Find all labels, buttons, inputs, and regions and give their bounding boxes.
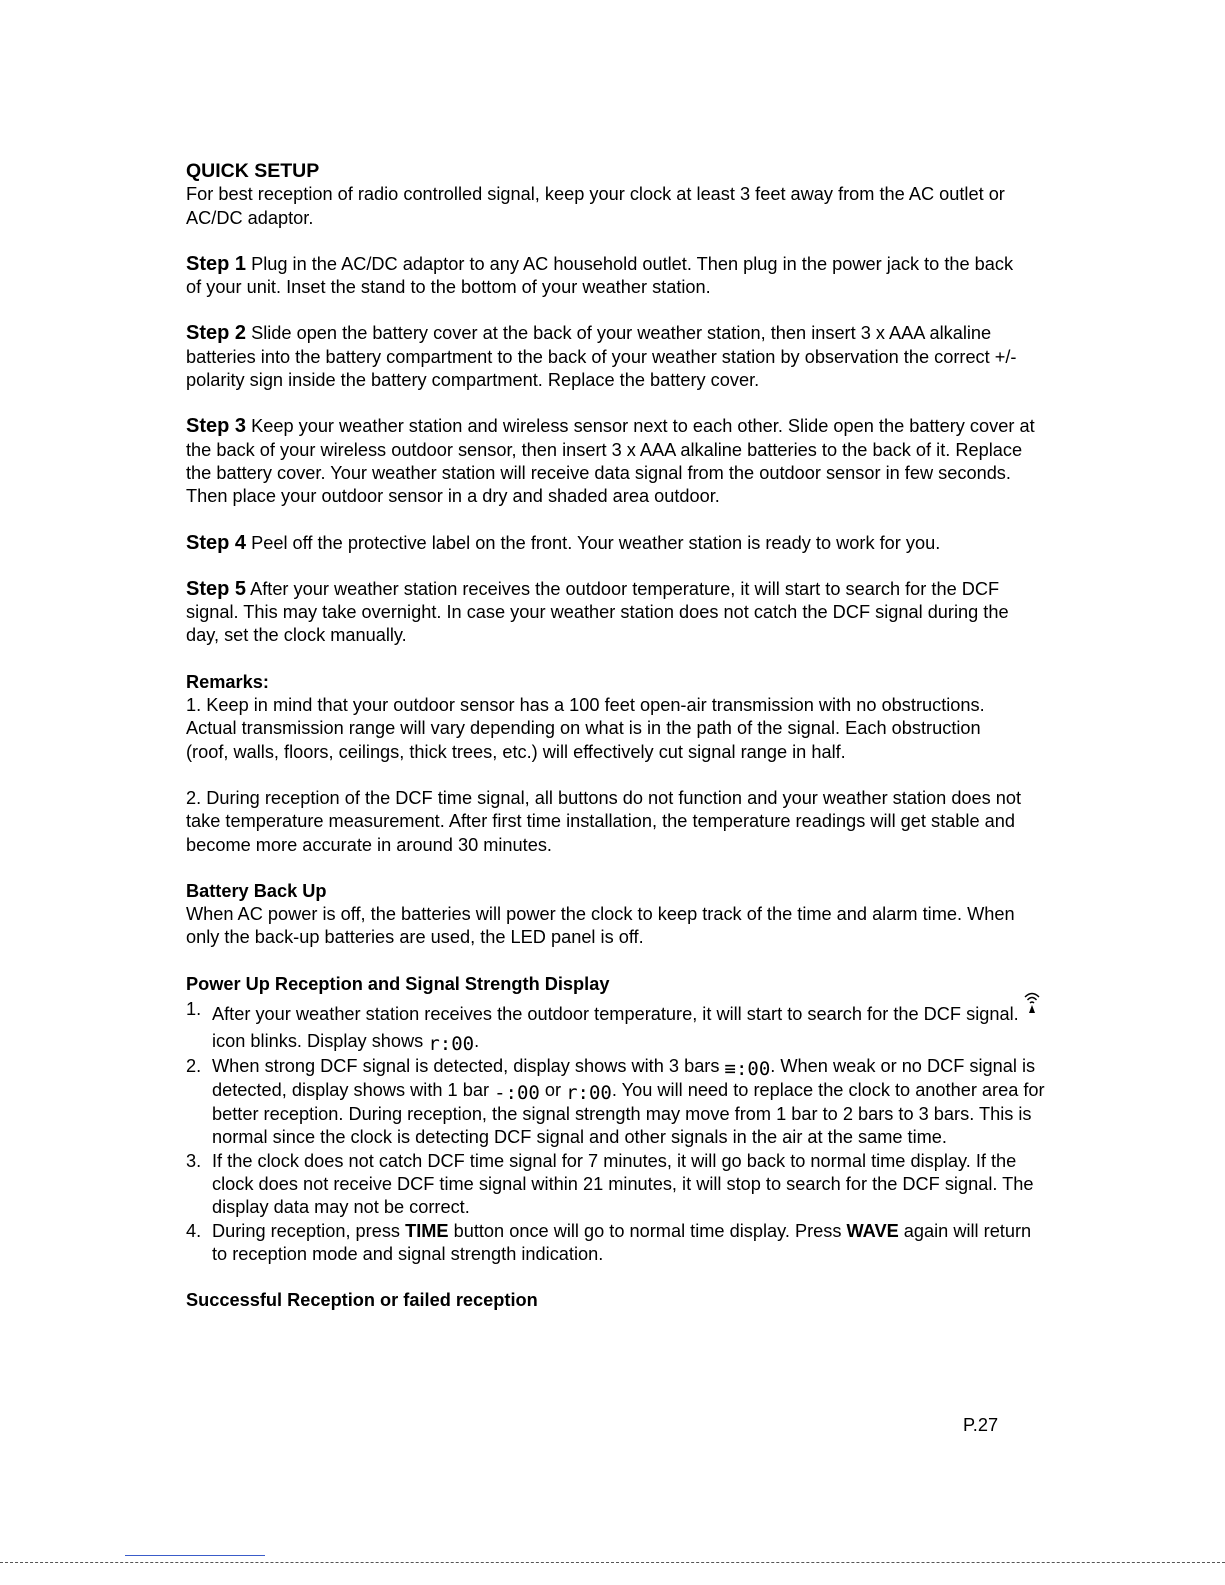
footer-divider [0,1562,1225,1563]
footer-link-underline [125,1555,265,1556]
item-3-number: 3. [186,1150,202,1171]
step-4-label: Step 4 [186,531,247,554]
display-3bars-icon: ≡:00 [724,1058,771,1081]
step-3-text: Keep your weather station and wireless sensor next to each other. Slide open the battery cover at the back of your wireless outdoor sensor, then insert 3 x AAA alkaline batteries to the back of it. Replace the battery cover. Your weather station will receive data signal from the outdoor sensor in few seconds. Then place your outdoor sensor in a dry and shaded area outdoor. [186,416,1035,507]
step-2-label: Step 2 [186,322,247,345]
antenna-signal-icon [1024,990,1040,1016]
item-4-text-c: again will return to reception mode and signal strength indication. [212,1220,1032,1264]
wave-button-label: WAVE [846,1220,899,1241]
step-5-label: Step 5 [186,577,247,600]
remark-2: 2. During reception of the DCF time signal, all buttons do not function and your weather station does not take temperature measurement. After first time installation, the temperature readings will get stable and become more accurate in around 30 minutes. [186,787,1022,855]
item-2-text-a: When strong DCF signal is detected, display shows with 3 bars [212,1056,725,1077]
item-4-number: 4. [186,1220,202,1241]
step-5 [186,578,1031,648]
step-1-text: Plug in the AC/DC adaptor to any AC household outlet. Then plug in the power jack to the back of your unit. Inset the stand to the bottom of your weather station. [186,253,1014,298]
battery-backup-heading: Battery Back Up [186,880,327,901]
item-2-text-b: . When weak or no DCF signal is detected, display shows with 1 bar [212,1056,1036,1101]
power-up-item-2 [186,1055,1046,1150]
quick-setup-heading: QUICK SETUP [186,160,320,182]
quick-setup-intro: For best reception of radio controlled signal, keep your clock at least 3 feet away from the AC outlet or AC/DC adaptor. [186,184,1005,228]
item-1-text-b: icon blinks. Display shows [212,1031,429,1052]
step-2-text: Slide open the battery cover at the back of your weather station, then insert 3 x AAA alkaline batteries into the battery compartment to the back of your weather station by observation the correct +/- polarity sign inside the battery compartment. Replace the battery cover. [186,323,1017,391]
step-5-text: After your weather station receives the outdoor temperature, it will start to search for the DCF signal. This may take overnight. In case your weather station does not catch the DCF signal during the day, set the clock manually. [186,578,1009,646]
step-4 [186,532,1046,555]
item-2-text-c: . You will need to replace the clock to another area for better reception. During reception, the signal strength may move from 1 bar to 2 bars to 3 bars. This is normal since the clock is detecting DCF signal and other signals in the air at the same time. [212,1080,1045,1148]
step-3-label: Step 3 [186,415,247,438]
power-up-list [186,996,1046,1266]
power-up-item-3 [186,1150,1046,1220]
item-4-text-a: During reception, press [212,1220,406,1241]
battery-backup-text: When AC power is off, the batteries will power the clock to keep track of the time and alarm time. When only the back-up batteries are used, the LED panel is off. [186,904,1015,948]
item-1-text-a: After your weather station receives the outdoor temperature, it will start to search for the DCF signal. [212,1004,1024,1025]
successful-reception-heading: Successful Reception or failed reception [186,1290,538,1311]
item-4-text-b: button once will go to normal time display. Press [448,1220,847,1241]
item-3-text: If the clock does not catch DCF time signal for 7 minutes, it will go back to normal time display. If the clock does not receive DCF time signal within 21 minutes, it will stop to search for the DCF signal. The display data may not be correct. [212,1150,1034,1218]
display-r00-icon: r:00 [428,1033,475,1056]
item-1-text-c: . [474,1031,480,1052]
remarks-heading: Remarks: [186,671,269,692]
item-1-number: 1. [186,999,202,1020]
step-2 [186,322,1046,392]
power-up-item-4 [186,1220,1046,1267]
document-page [186,160,1056,1312]
time-button-label: TIME [405,1220,449,1241]
item-2-number: 2. [186,1056,202,1077]
power-up-item-1 [186,996,1046,1055]
page-number: P.27 [963,1415,999,1435]
step-4-text: Peel off the protective label on the front. Your weather station is ready to work for you. [246,532,941,553]
power-up-heading: Power Up Reception and Signal Strength Display [186,973,610,994]
step-1 [186,253,1016,300]
step-1-label: Step 1 [186,252,247,275]
display-1bar-icon: -:00 [494,1082,540,1105]
step-3 [186,415,1046,508]
remark-1: 1. Keep in mind that your outdoor sensor has a 100 feet open-air transmission with no obstructions. Actual transmission range will vary depending on what is in the path of the signal. Each obstruction (roof, walls, floors, ceilings, thick trees, etc.) will effectively cut signal range in half. [186,695,985,762]
item-2-or: or [539,1080,567,1101]
display-r00-alt-icon: r:00 [566,1082,612,1105]
